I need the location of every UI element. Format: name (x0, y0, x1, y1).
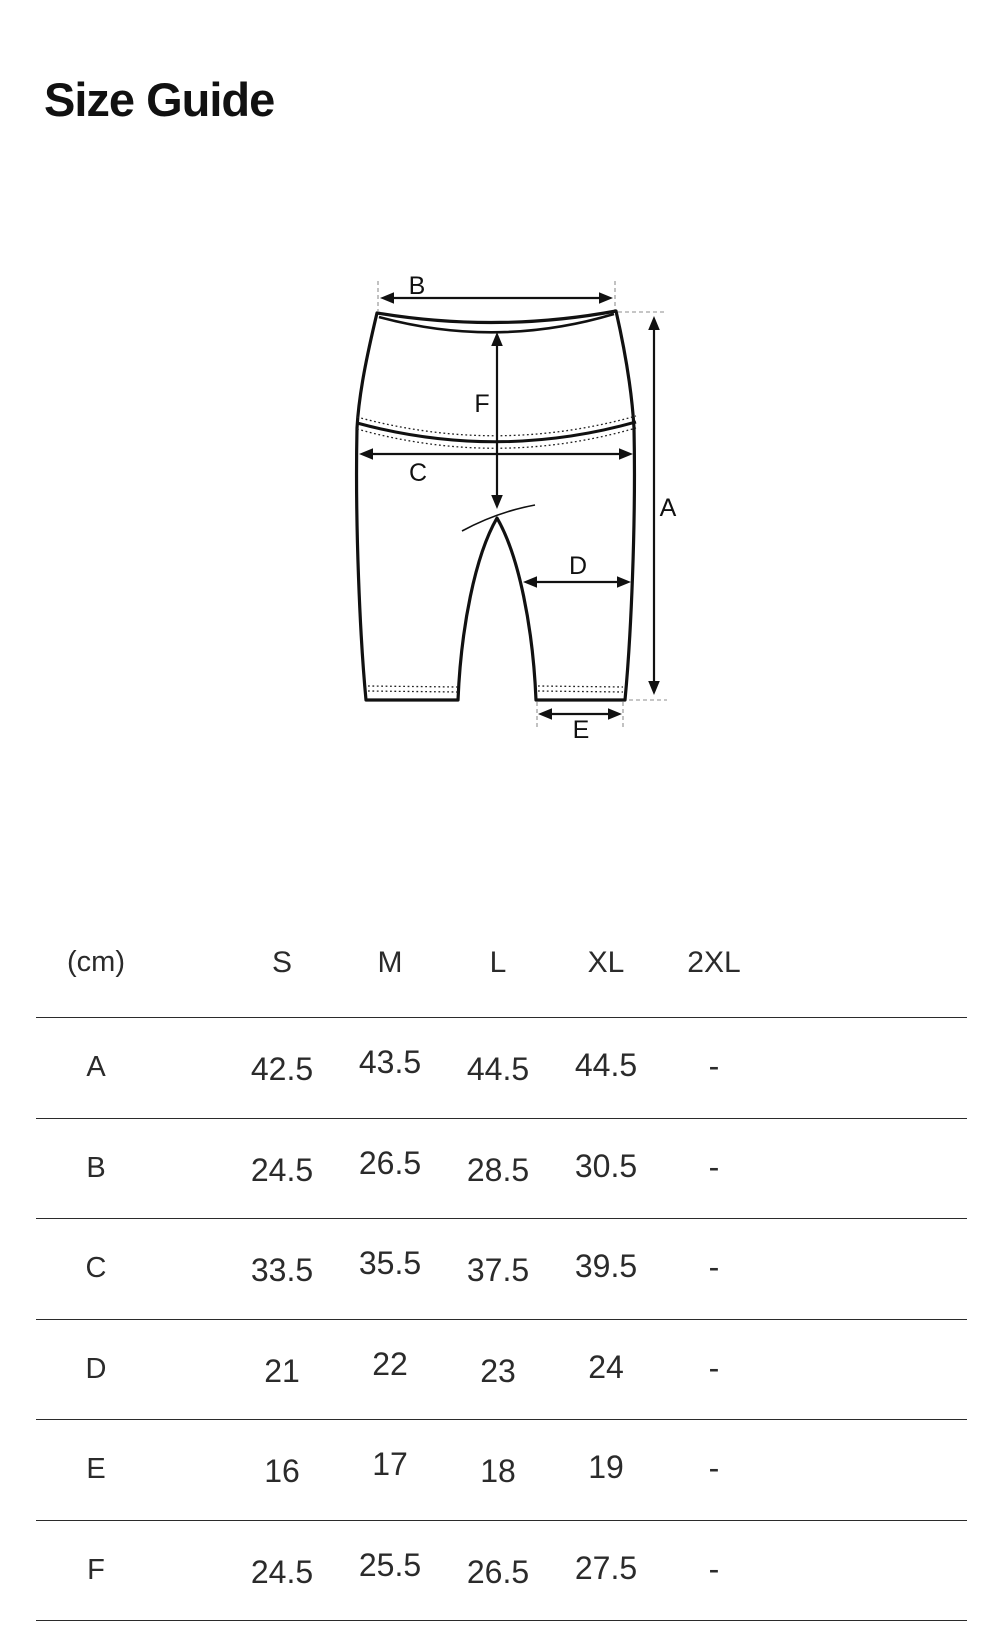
cell-value: 16 (264, 1453, 300, 1490)
table-row (36, 1017, 967, 1118)
table-row (36, 1218, 967, 1319)
table-row (36, 1419, 967, 1520)
cell-value: - (708, 1450, 720, 1487)
dimension-arrows (359, 292, 660, 720)
dim-label-c: C (408, 459, 428, 487)
cell-value: 22 (372, 1345, 408, 1382)
cell-value: - (708, 1048, 720, 1085)
cell-value: 18 (480, 1453, 516, 1490)
cell-value: 42.5 (250, 1051, 314, 1088)
dim-label-a: A (659, 494, 677, 522)
cell-value: 24.5 (250, 1553, 314, 1590)
cell-value: 27.5 (574, 1549, 638, 1586)
cell-value: 43.5 (358, 1044, 422, 1081)
row-label: B (86, 1151, 106, 1184)
hem-stitching (368, 686, 623, 692)
cell-value: 37.5 (466, 1252, 530, 1289)
cell-value: 44.5 (574, 1047, 638, 1084)
dim-label-d: D (568, 552, 588, 580)
cell-value: 33.5 (250, 1252, 314, 1289)
cell-value: 44.5 (466, 1051, 530, 1088)
cell-value: - (708, 1349, 720, 1386)
shorts-diagram-svg (330, 255, 690, 750)
col-header-2xl: 2XL (687, 945, 741, 979)
cell-value: 39.5 (574, 1248, 638, 1285)
cell-value: 19 (588, 1449, 624, 1486)
col-header-s: S (271, 945, 292, 979)
cell-value: 23 (480, 1352, 516, 1389)
dimension-labels (409, 272, 677, 744)
table-row (36, 1319, 967, 1420)
col-header-m: M (377, 945, 403, 979)
shorts-measurement-diagram (330, 255, 690, 750)
row-label: E (86, 1453, 106, 1486)
size-table (36, 920, 967, 1621)
cell-value: 17 (372, 1446, 408, 1483)
dim-label-e: E (572, 716, 590, 744)
row-label: F (87, 1553, 105, 1586)
table-row (36, 1118, 967, 1219)
unit-header: (cm) (67, 946, 125, 978)
row-label: D (85, 1352, 107, 1385)
row-label: A (86, 1051, 106, 1084)
cell-value: 28.5 (466, 1151, 530, 1188)
dim-label-f: F (474, 390, 490, 418)
row-label: C (85, 1252, 107, 1285)
page-title: Size Guide (44, 73, 275, 126)
col-header-xl: XL (587, 945, 625, 979)
cell-value: 24 (588, 1348, 624, 1385)
cell-value: 26.5 (466, 1553, 530, 1590)
col-header-l: L (489, 945, 507, 979)
cell-value: 26.5 (358, 1144, 422, 1181)
cell-value: 30.5 (574, 1147, 638, 1184)
table-row (36, 1520, 967, 1621)
size-table-header (36, 920, 967, 1017)
cell-value: - (708, 1249, 720, 1286)
dim-label-b: B (408, 272, 426, 300)
cell-value: - (708, 1550, 720, 1587)
cell-value: 21 (264, 1352, 300, 1389)
cell-value: 25.5 (358, 1546, 422, 1583)
cell-value: 24.5 (250, 1151, 314, 1188)
cell-value: 35.5 (358, 1245, 422, 1282)
cell-value: - (708, 1148, 720, 1185)
